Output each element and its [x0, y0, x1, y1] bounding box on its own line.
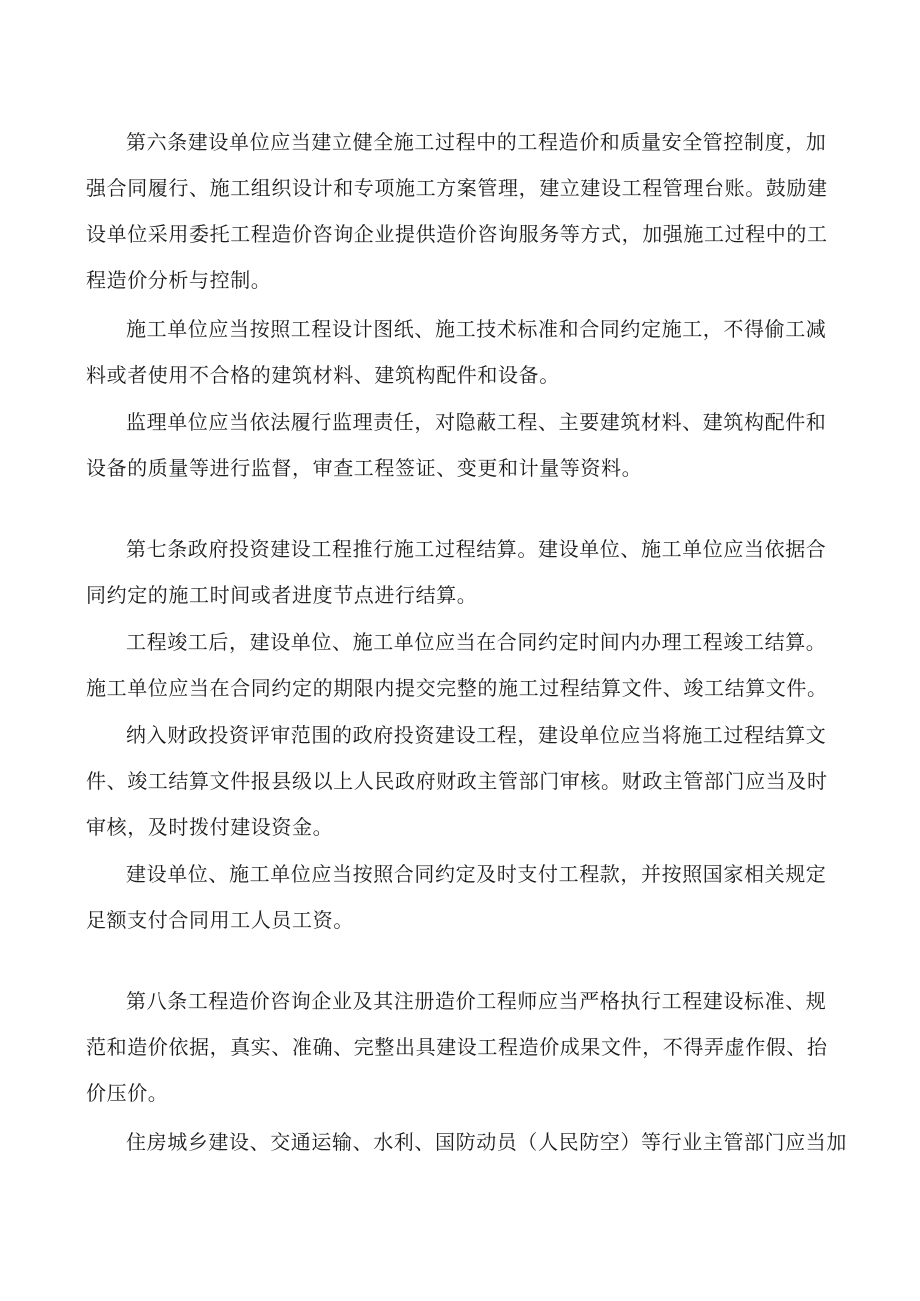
article-8-line-2: 范和造价依据，真实、准确、完整出具建设工程造价成果文件，不得弄虚作假、抬: [86, 1035, 828, 1059]
fiscal-review-line-1: 纳入财政投资评审范围的政府投资建设工程，建设单位应当将施工过程结算文: [126, 723, 827, 747]
completion-line-2: 施工单位应当在合同约定的期限内提交完整的施工过程结算文件、竣工结算文件。: [86, 676, 828, 700]
article-8-line-3: 价压价。: [86, 1081, 169, 1105]
article-6-line-3: 设单位采用委托工程造价咨询企业提供造价咨询服务等方式，加强施工过程中的工: [86, 222, 828, 246]
fiscal-review-line-2: 件、竣工结算文件报县级以上人民政府财政主管部门审核。财政主管部门应当及时: [86, 769, 828, 793]
authorities-line-1: 住房城乡建设、交通运输、水利、国防动员（人民防空）等行业主管部门应当加: [126, 1130, 847, 1154]
construction-unit-line-2: 料或者使用不合格的建筑材料、建筑构配件和设备。: [86, 363, 560, 387]
completion-line-1: 工程竣工后，建设单位、施工单位应当在合同约定时间内办理工程竣工结算。: [126, 630, 827, 654]
construction-unit-line-1: 施工单位应当按照工程设计图纸、施工技术标准和合同约定施工，不得偷工减: [126, 317, 827, 341]
article-7-line-1: 第七条政府投资建设工程推行施工过程结算。建设单位、施工单位应当依据合: [126, 537, 827, 561]
article-7-line-2: 同约定的施工时间或者进度节点进行结算。: [86, 583, 478, 607]
article-6-line-1: 第六条建设单位应当建立健全施工过程中的工程造价和质量安全管控制度，加: [126, 130, 827, 154]
supervision-unit-line-1: 监理单位应当依法履行监理责任，对隐蔽工程、主要建筑材料、建筑构配件和: [126, 410, 827, 434]
article-8-line-1: 第八条工程造价咨询企业及其注册造价工程师应当严格执行工程建设标准、规: [126, 989, 827, 1013]
fiscal-review-line-3: 审核，及时拨付建设资金。: [86, 815, 334, 839]
supervision-unit-line-2: 设备的质量等进行监督，审查工程签证、变更和计量等资料。: [86, 456, 643, 480]
article-6-line-2: 强合同履行、施工组织设计和专项施工方案管理，建立建设工程管理台账。鼓励建: [86, 176, 828, 200]
payment-line-2: 足额支付合同用工人员工资。: [86, 908, 354, 932]
payment-line-1: 建设单位、施工单位应当按照合同约定及时支付工程款，并按照国家相关规定: [126, 862, 827, 886]
article-6-line-4: 程造价分析与控制。: [86, 268, 272, 292]
